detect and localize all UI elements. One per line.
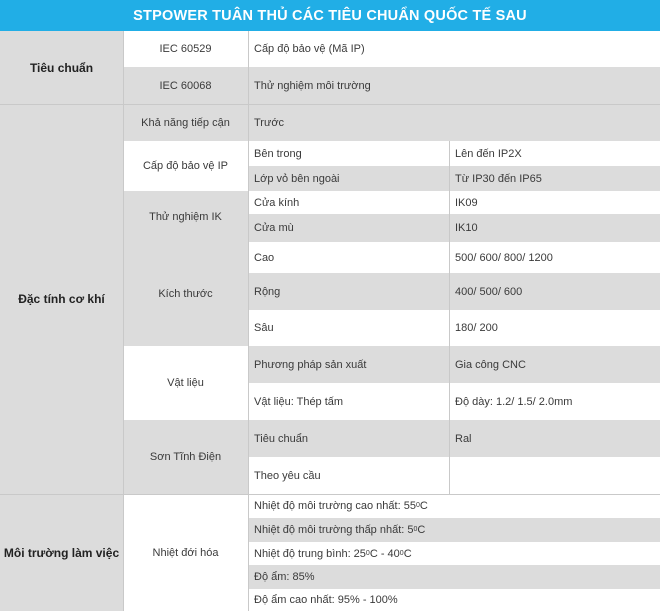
env-row: Độ ẩm: 85% xyxy=(248,565,660,589)
standard-desc: Thử nghiệm môi trường xyxy=(248,67,660,104)
spec-item: Cao xyxy=(248,242,449,273)
spec-item: Bên trong xyxy=(248,141,449,166)
spec-value: Gia công CNC xyxy=(449,346,660,383)
subcategory-ik: Thử nghiệm IK xyxy=(123,191,248,242)
grid-divider xyxy=(248,31,249,611)
subcategory-material: Vật liệu xyxy=(123,346,248,420)
grid-divider xyxy=(0,494,660,495)
grid-divider xyxy=(449,141,450,494)
spec-item: Rộng xyxy=(248,273,449,310)
subcategory-paint: Sơn Tĩnh Điện xyxy=(123,420,248,494)
access-value: Trước xyxy=(248,104,660,141)
spec-value: 400/ 500/ 600 xyxy=(449,273,660,310)
table-title: STPOWER TUÂN THỦ CÁC TIÊU CHUẨN QUỐC TẾ SAU xyxy=(0,0,660,31)
spec-value: 180/ 200 xyxy=(449,310,660,346)
env-row: Nhiệt độ môi trường thấp nhất: 5 0 C xyxy=(248,518,660,542)
standard-desc: Cấp độ bảo vệ (Mã IP) xyxy=(248,31,660,67)
spec-value: IK10 xyxy=(449,214,660,242)
spec-value: IK09 xyxy=(449,191,660,214)
spec-value xyxy=(449,457,660,494)
spec-value: Từ IP30 đến IP65 xyxy=(449,166,660,191)
spec-value: Ral xyxy=(449,420,660,457)
subcategory-tropicalization: Nhiệt đới hóa xyxy=(123,494,248,611)
category-standards: Tiêu chuẩn xyxy=(0,31,123,104)
standard-code: IEC 60068 xyxy=(123,67,248,104)
spec-item: Cửa mù xyxy=(248,214,449,242)
subcategory-size: Kích thước xyxy=(123,242,248,346)
spec-item: Cửa kính xyxy=(248,191,449,214)
subcategory-access: Khả năng tiếp cận xyxy=(123,104,248,141)
subcategory-ip: Cấp độ bảo vệ IP xyxy=(123,141,248,191)
spec-item: Vật liệu: Thép tấm xyxy=(248,383,449,420)
spec-value: Độ dày: 1.2/ 1.5/ 2.0mm xyxy=(449,383,660,420)
grid-divider xyxy=(0,104,660,105)
spec-value: Lên đến IP2X xyxy=(449,141,660,166)
env-row: Độ ẩm cao nhất: 95% - 100% xyxy=(248,589,660,611)
spec-item: Sâu xyxy=(248,310,449,346)
env-row: Nhiệt độ môi trường cao nhất: 55 0 C xyxy=(248,494,660,518)
spec-item: Tiêu chuẩn xyxy=(248,420,449,457)
spec-item: Theo yêu cầu xyxy=(248,457,449,494)
spec-value: 500/ 600/ 800/ 1200 xyxy=(449,242,660,273)
standard-code: IEC 60529 xyxy=(123,31,248,67)
category-environment: Môi trường làm việc xyxy=(0,494,123,611)
env-row: Nhiệt độ trung bình: 25 0 C - 40 0 C xyxy=(248,542,660,565)
spec-item: Lớp vỏ bên ngoài xyxy=(248,166,449,191)
spec-item: Phương pháp sản xuất xyxy=(248,346,449,383)
grid-divider xyxy=(123,31,124,611)
category-mechanical: Đặc tính cơ khí xyxy=(0,104,123,494)
